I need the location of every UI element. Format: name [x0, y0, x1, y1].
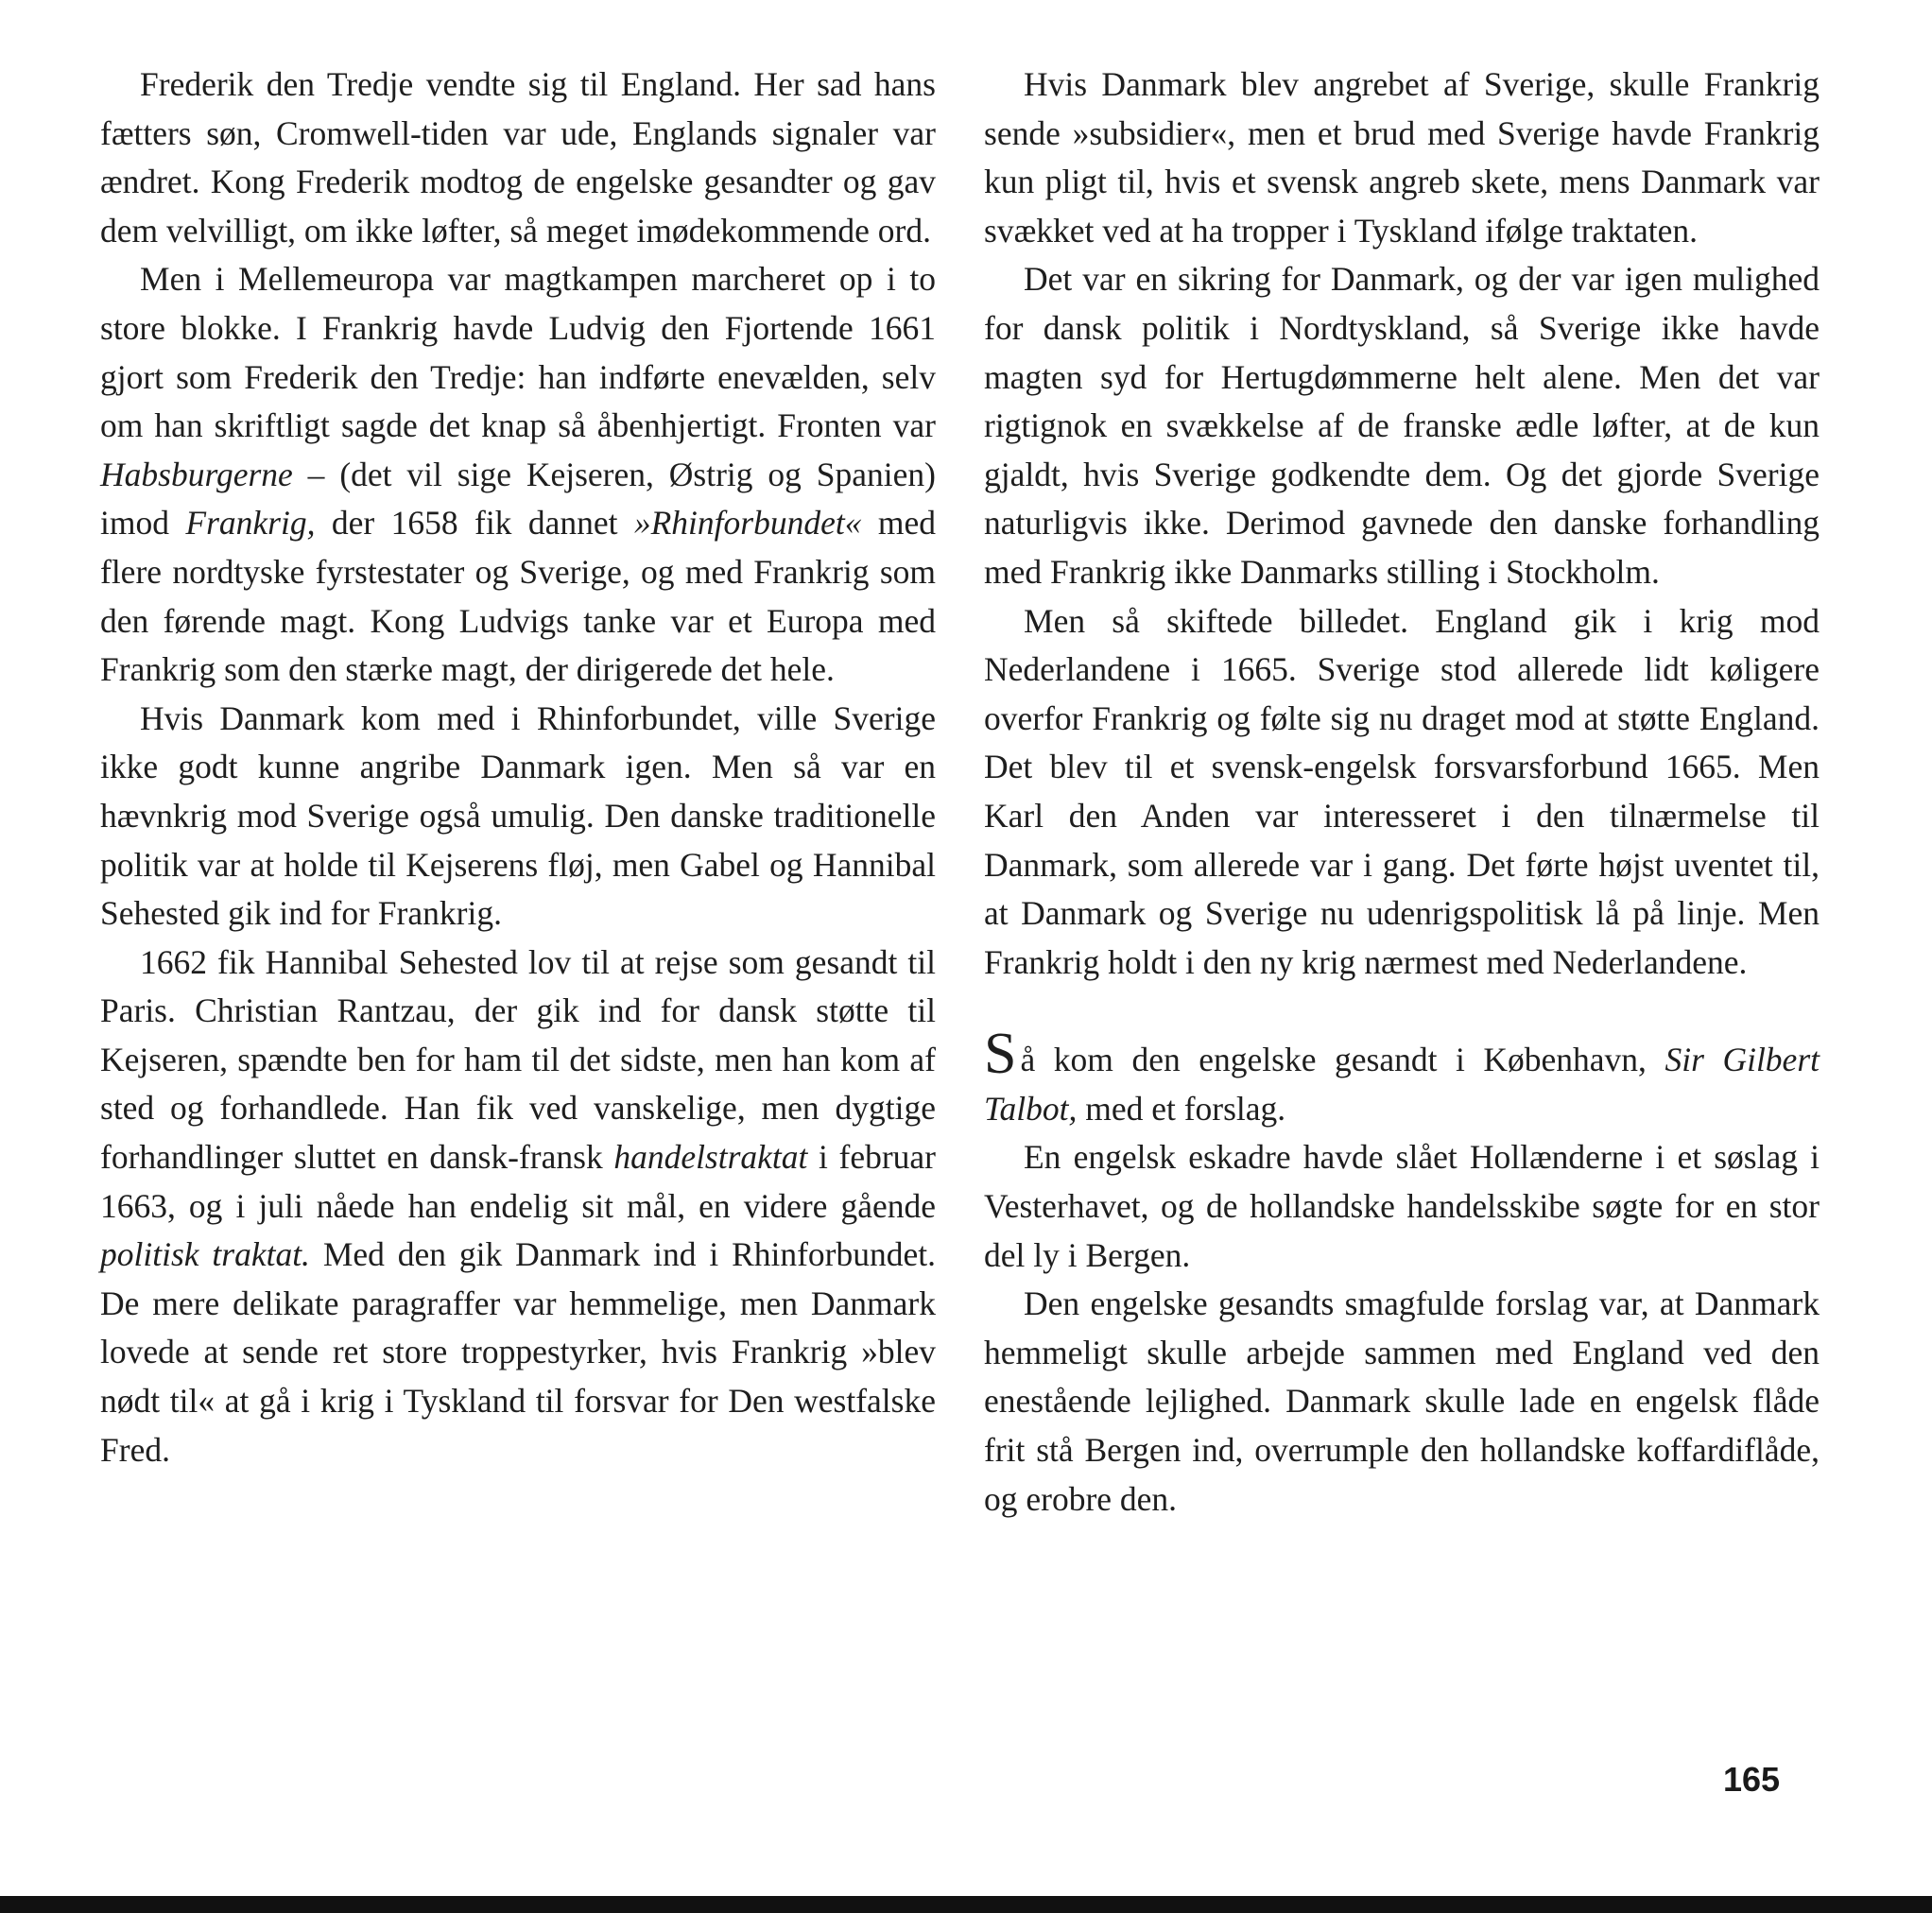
left-text-column — [100, 60, 936, 1474]
paragraph-text: med et forslag. — [1077, 1089, 1286, 1128]
paragraph-text: i februar 1663, og i juli nåede han endelig sit mål, en videre gående — [100, 1138, 936, 1225]
page-number: 165 — [1723, 1760, 1781, 1799]
bottom-edge-bar — [0, 1896, 1932, 1913]
italic-text: »Rhinforbundet« — [633, 504, 862, 543]
paragraph-text: Med den gik Danmark ind i Rhinforbundet. De mere delikate paragraffer var hemmelige, men Danmark lovede at sende ret store troppestyrker, hvis Frankrig »blev nødt til« at gå i krig i Tyskland til forsvar for Den westfalske Fred. — [100, 1235, 936, 1469]
paragraph-text: Hvis Danmark blev angrebet af Sverige, skulle Frankrig sende »subsidier«, men et brud med Sverige havde Frankrig kun pligt til, hvis et svensk angreb skete, mens Danmark var svækket ved at ha tropper i Tyskland ifølge traktaten. — [984, 65, 1820, 250]
paragraph-text: der 1658 fik dannet — [315, 504, 634, 543]
paragraph-text: En engelsk eskadre havde slået Hollænderne i et søslag i Vesterhavet, og de hollandske handelsskibe søgte for en stor del ly i Bergen. — [984, 1138, 1820, 1274]
section-start-paragraph — [984, 1022, 1820, 1133]
paragraph — [100, 255, 936, 694]
paragraph-text: 1662 fik Hannibal Sehested lov til at rejse som gesandt til Paris. Christian Rantzau, der gik ind for dansk støtte til Kejseren, spændte ben for ham til det sidste, men han kom af sted og forhandlede. Han fik ved vanskelige, men dygtige forhandlinger sluttet en dansk-fransk — [100, 942, 936, 1177]
paragraph — [984, 597, 1820, 988]
paragraph — [100, 939, 936, 1475]
paragraph-text: Den engelske gesandts smagfulde forslag var, at Danmark hemmeligt skulle arbejde sammen med England ved den enestående lejlighed. Danmark skulle lade en engelsk flåde frit stå Bergen ind, overrumple den hollandske koffardiflåde, og erobre den. — [984, 1284, 1820, 1518]
italic-text: Sir Gilbert Talbot, — [984, 1041, 1820, 1128]
paragraph-text: med flere nordtyske fyrstestater og Sverige, og med Frankrig som den førende magt. Kong Ludvigs tanke var et Europa med Frankrig som den stærke magt, der dirigerede det hele. — [100, 504, 937, 689]
paragraph-text: Men så skiftede billedet. England gik i krig mod Nederlandene i 1665. Sverige stod allerede lidt køligere overfor Frankrig og følte sig nu draget mod at støtte England. Det blev til et svensk-engelsk forsvarsforbund 1665. Men Karl den Anden var interesseret i den tilnærmelse til Danmark, som allerede var i gang. Det førte højst uventet til, at Danmark og Sverige nu udenrigspolitisk lå på linje. Men Frankrig holdt i den ny krig nærmest med Nederlandene. — [984, 601, 1820, 981]
paragraph — [984, 255, 1820, 596]
italic-text: politisk traktat. — [100, 1235, 310, 1274]
paragraph-text: Frederik den Tredje vendte sig til England. Her sad hans fætters søn, Cromwell-tiden var ude, Englands signaler var ændret. Kong Frederik modtog de engelske gesandter og gav dem velvilligt, om ikke løfter, så meget imødekommende ord. — [100, 65, 936, 250]
paragraph — [984, 60, 1820, 255]
paragraph — [100, 695, 936, 939]
paragraph-text: – (det vil sige Kejseren, Østrig og Spanien) imod — [100, 455, 936, 543]
paragraph-text: å kom den engelske gesandt i København, — [1020, 1041, 1665, 1079]
paragraph-text: Hvis Danmark kom med i Rhinforbundet, ville Sverige ikke godt kunne angribe Danmark igen. Men så var en hævnkrig mod Sverige også umulig. Den danske traditionelle politik var at holde til Kejserens fløj, men Gabel og Hannibal Sehested gik ind for Frankrig. — [100, 698, 936, 933]
italic-text: Frankrig, — [185, 504, 316, 543]
drop-initial: S — [984, 1022, 1017, 1087]
paragraph-text: Det var en sikring for Danmark, og der var igen mulighed for dansk politik i Nordtyskland, så Sverige ikke havde magten syd for Hertugdømmerne helt alene. Men det var rigtignok en svækkelse af de franske ædle løfter, at de kun gjaldt, hvis Sverige godkendte dem. Og det gjorde Sverige naturligvis ikke. Derimod gavnede den danske forhandling med Frankrig ikke Danmarks stilling i Stockholm. — [984, 260, 1820, 591]
paragraph — [100, 60, 936, 255]
paragraph — [984, 1133, 1820, 1280]
right-text-column — [984, 60, 1820, 1524]
paragraph-text: Men i Mellemeuropa var magtkampen marcheret op i to store blokke. I Frankrig havde Ludvig den Fjortende 1661 gjort som Frederik den Tredje: han indførte enevælden, selv om han skriftligt sagde det knap så åbenhjertigt. Fronten var — [100, 260, 936, 445]
italic-text: handelstraktat — [613, 1138, 808, 1177]
paragraph — [984, 1280, 1820, 1524]
italic-text: Habsburgerne — [100, 455, 293, 493]
